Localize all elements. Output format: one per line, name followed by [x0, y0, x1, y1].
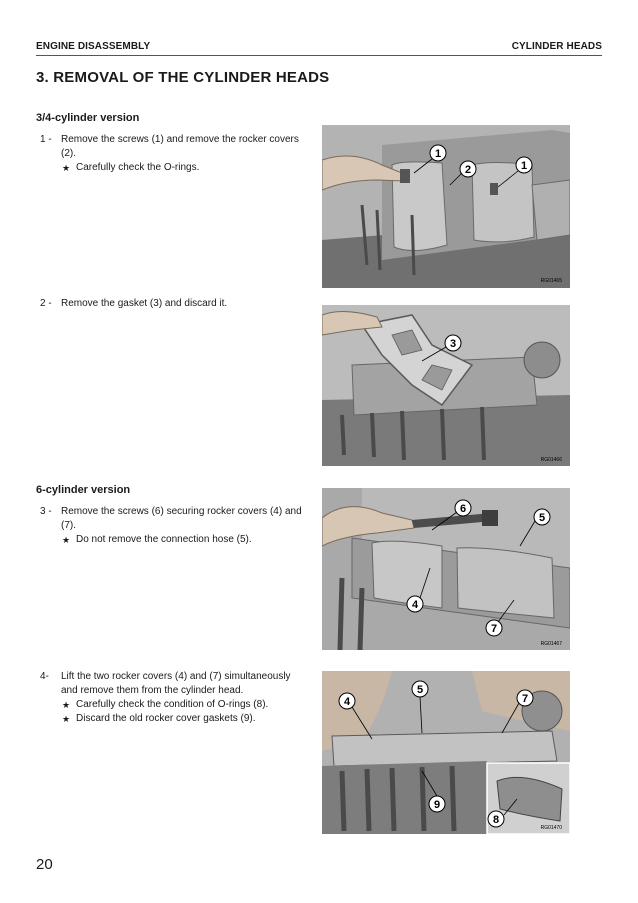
step-2: [40, 297, 302, 311]
svg-text:7: 7: [490, 623, 498, 635]
step-4: [40, 670, 302, 726]
note-text: Do not remove the connection hose (5).: [76, 534, 252, 545]
photo-gasket-removal: [322, 305, 570, 466]
header-section-name: ENGINE DISASSEMBLY: [36, 41, 151, 52]
callout-4: [339, 693, 355, 709]
photo-rocker-covers-removal: [322, 125, 570, 288]
callout-1: [430, 145, 446, 161]
svg-text:1: 1: [520, 160, 528, 172]
step-text: Remove the gasket (3) and discard it.: [61, 298, 228, 309]
step-1: [40, 133, 302, 175]
step-note: [61, 712, 302, 726]
step-number: 1 -: [40, 134, 52, 145]
photo-code: RG01466: [540, 457, 562, 463]
svg-text:4: 4: [411, 599, 419, 611]
photo-lift-rocker-covers: [322, 671, 570, 834]
callout-7: [517, 690, 533, 706]
photo-code: RG01470: [540, 825, 562, 831]
step-number: 3 -: [40, 506, 52, 517]
photo-code: RG01465: [540, 278, 562, 284]
callout-8: [488, 811, 504, 827]
callout-7: [486, 620, 502, 636]
svg-text:4: 4: [343, 696, 351, 708]
step-3: [40, 505, 302, 547]
note-text: Carefully check the condition of O-rings (8).: [76, 699, 269, 710]
callout-4: [407, 596, 423, 612]
step-number: 2 -: [40, 298, 52, 309]
callout-3: [445, 335, 461, 351]
header-chapter-name: CYLINDER HEADS: [511, 41, 602, 52]
page-number: 20: [36, 856, 53, 873]
step-text: Lift the two rocker covers (4) and (7) simultaneously and remove them from the cylinder head.: [61, 671, 291, 696]
svg-text:5: 5: [538, 512, 546, 524]
svg-text:1: 1: [434, 148, 442, 160]
step-note: [61, 533, 302, 547]
svg-text:8: 8: [492, 814, 500, 826]
star-icon: ★: [62, 714, 71, 724]
svg-text:5: 5: [416, 684, 424, 696]
photo-rocker-cover-screws: [322, 488, 570, 650]
star-icon: ★: [62, 535, 71, 545]
callout-9: [429, 796, 445, 812]
svg-text:6: 6: [459, 503, 467, 515]
svg-text:2: 2: [464, 164, 472, 176]
step-text: Remove the screws (6) securing rocker covers (4) and (7).: [61, 506, 302, 531]
photo-code: RG01467: [540, 641, 562, 647]
step-note: [61, 698, 302, 712]
step-number: 4-: [40, 671, 49, 682]
svg-text:9: 9: [433, 799, 441, 811]
svg-text:3: 3: [449, 338, 457, 350]
callout-1b: [516, 157, 532, 173]
callout-2: [460, 161, 476, 177]
callout-5: [534, 509, 550, 525]
note-text: Carefully check the O-rings.: [76, 162, 200, 173]
callout-6: [455, 500, 471, 516]
step-text: Remove the screws (1) and remove the rocker covers (2).: [61, 134, 299, 159]
page-title: 3. REMOVAL OF THE CYLINDER HEADS: [36, 69, 330, 86]
callout-5: [412, 681, 428, 697]
star-icon: ★: [62, 163, 71, 173]
star-icon: ★: [62, 700, 71, 710]
section-heading-3-4-cylinder: 3/4-cylinder version: [36, 112, 140, 124]
svg-text:7: 7: [521, 693, 529, 705]
header-rule: [36, 55, 602, 56]
note-text: Discard the old rocker cover gaskets (9).: [76, 713, 256, 724]
section-heading-6-cylinder: 6-cylinder version: [36, 484, 131, 496]
step-note: [61, 161, 302, 175]
